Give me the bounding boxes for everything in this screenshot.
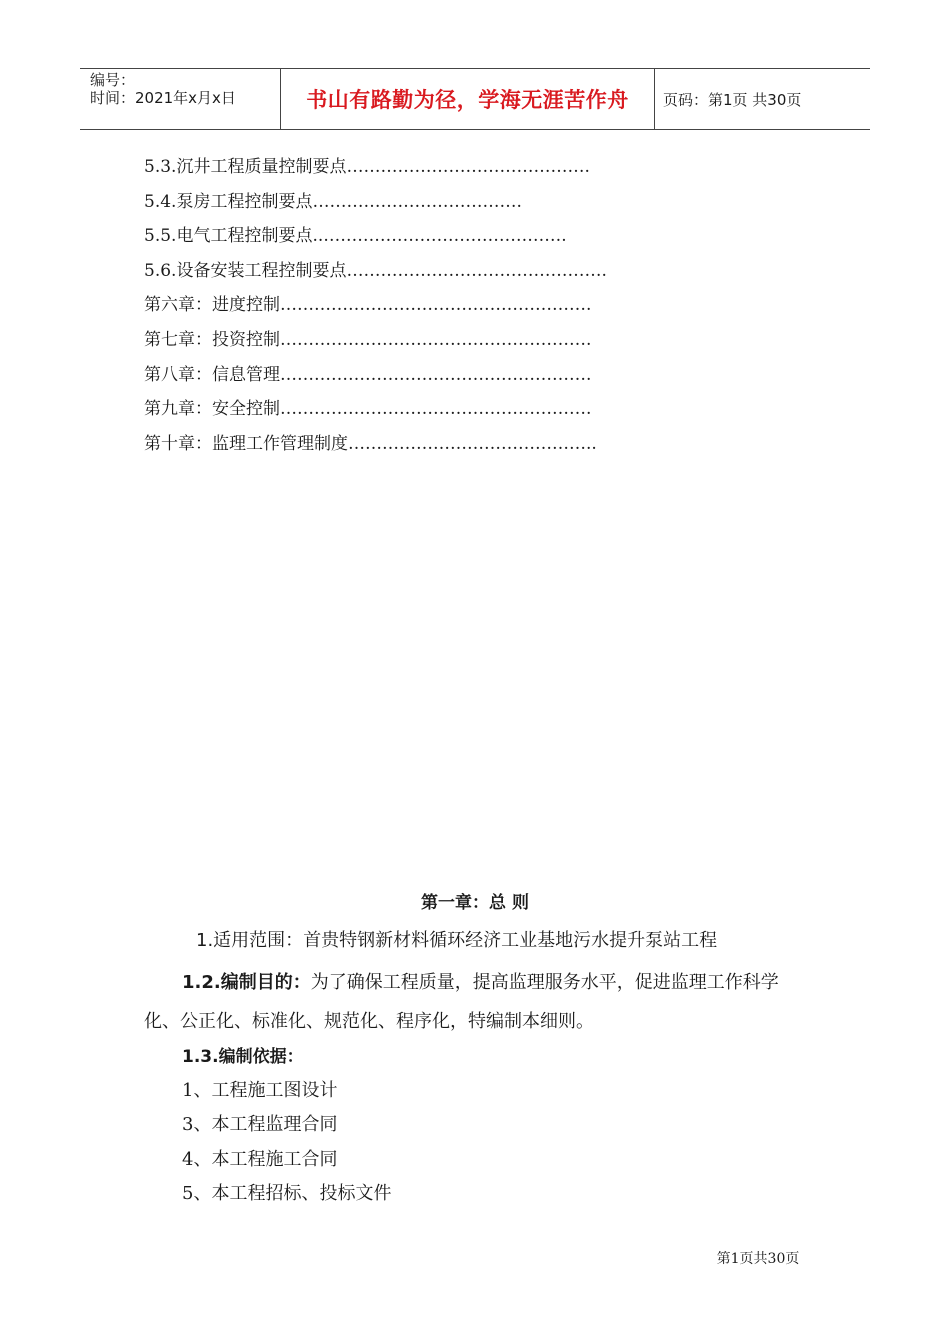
- toc-item: 第七章：投资控制……………………………………………….: [144, 329, 592, 350]
- toc-item: 第九章：安全控制……………………………………………….: [144, 399, 592, 420]
- toc-item: 第六章：进度控制……………………………………………….: [144, 295, 592, 316]
- header-page-cell: [655, 69, 870, 129]
- section-basis-label: 1.3.编制依据：: [182, 1047, 304, 1067]
- table-of-contents: [144, 150, 664, 461]
- toc-item: 5.4.泵房工程控制要点……………………………….: [144, 191, 522, 212]
- toc-item: 第十章：监理工作管理制度……………………………………..: [144, 433, 597, 454]
- section-purpose: [182, 968, 779, 994]
- basis-item: 3、本工程监理合同: [182, 1114, 338, 1135]
- basis-item: 5、本工程招标、投标文件: [182, 1183, 392, 1204]
- page-footer: [0, 1248, 950, 1268]
- motto-text: 书山有路勤为径，学海无涯苦作舟: [306, 88, 629, 112]
- section-text: 首贵特钢新材料循环经济工业基地污水提升泵站工程: [303, 930, 718, 951]
- toc-item: 5.6.设备安装工程控制要点……………………………………….: [144, 260, 607, 281]
- toc-item: 第八章：信息管理……………………………………………….: [144, 364, 592, 385]
- document-header: [80, 68, 870, 130]
- section-text: 为了确保工程质量，提高监理服务水平，促进监理工作科学: [310, 972, 779, 993]
- page-info: 页码：第1页 共30页: [663, 90, 802, 109]
- chapter-title: 第一章：总 则: [421, 893, 529, 913]
- basis-item: 4、本工程施工合同: [182, 1149, 338, 1170]
- section-label: 1.适用范围：: [196, 930, 304, 951]
- toc-item: 5.3.沉井工程质量控制要点…………………………………….: [144, 157, 590, 177]
- section-label: 1.2.编制目的：: [182, 972, 311, 993]
- footer-page-number: 第1页共30页: [716, 1251, 800, 1267]
- section-scope: [196, 926, 717, 952]
- date-line: 时间：2021年x月x日: [90, 89, 236, 107]
- basis-item: 1、工程施工图设计: [182, 1080, 338, 1101]
- header-meta-cell: [80, 69, 281, 129]
- number-label: 编号：: [90, 71, 136, 89]
- toc-item: 5.5.电气工程控制要点..…………………………………….: [144, 226, 567, 247]
- header-motto-cell: [281, 69, 655, 129]
- section-purpose-continued: 化、公正化、标准化、规范化、程序化，特编制本细则。: [144, 1011, 594, 1032]
